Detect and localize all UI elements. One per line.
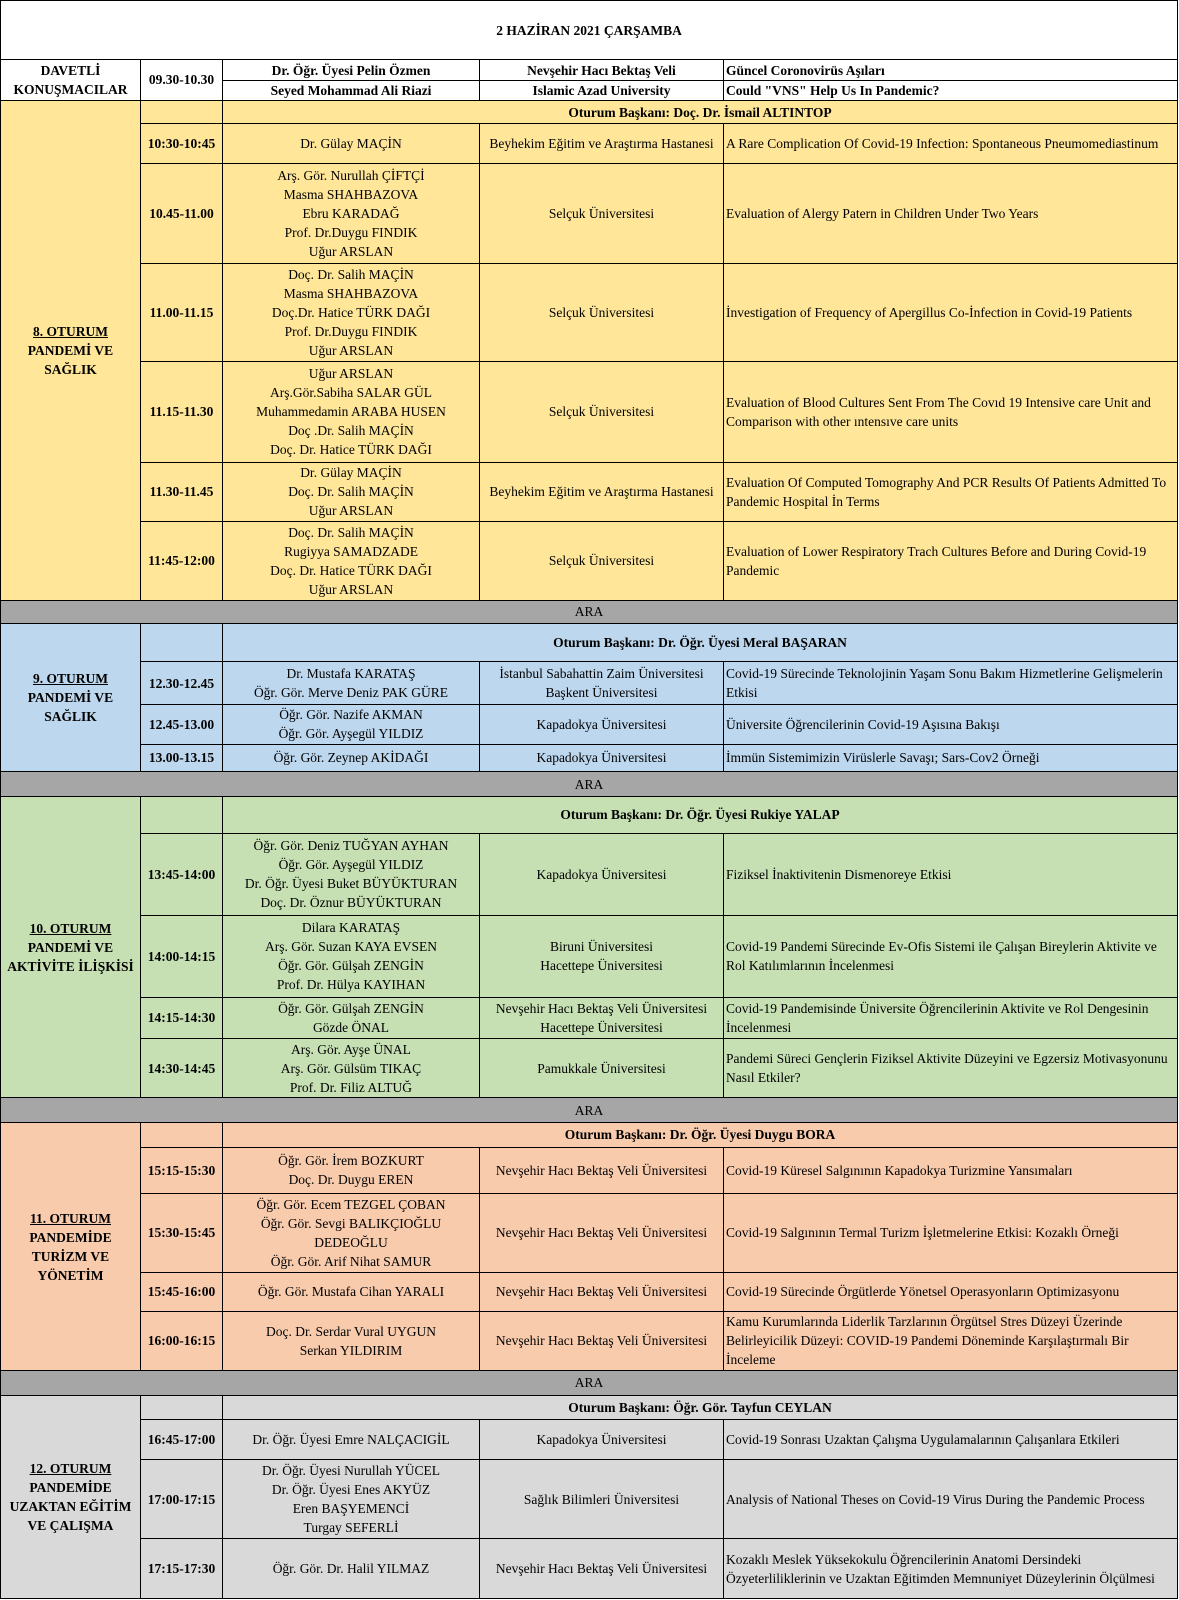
talk-time: 10:30-10:45 <box>141 124 223 164</box>
session-label <box>1 796 141 1098</box>
talk-time: 11.30-11.45 <box>141 462 223 521</box>
talk-row <box>1 164 1178 263</box>
talk-institutions <box>480 662 724 704</box>
speaker-name: Arş. Gör. Gülsüm TIKAÇ <box>280 1060 422 1076</box>
invited-institution: Nevşehir Hacı Bektaş Veli <box>480 60 724 81</box>
speaker-name: Dr. Öğr. Üyesi Nurullah YÜCEL <box>262 1463 440 1479</box>
talk-row <box>1 1193 1178 1272</box>
institution-name: Kapadokya Üniversitesi <box>536 1432 667 1448</box>
talk-speakers <box>223 662 480 704</box>
session-subtitle: YÖNETİM <box>37 1267 104 1283</box>
session-name: 8. OTURUM <box>33 324 108 340</box>
talk-speakers <box>223 997 480 1038</box>
speaker-name: Gözde ÖNAL <box>312 1019 390 1035</box>
talk-topic: Covid-19 Sürecinde Örgütlerde Yönetsel Operasyonların Optimizasyonu <box>724 1272 1178 1311</box>
talk-topic: Evaluation of Alergy Patern in Children Under Two Years <box>724 164 1178 263</box>
chair-row <box>1 1122 1178 1147</box>
session-label <box>1 101 141 600</box>
chair-time-empty <box>141 1122 223 1147</box>
speaker-name: Serkan YILDIRIM <box>299 1342 403 1358</box>
talk-topic: Kamu Kurumlarında Liderlik Tarzlarının Örgütsel Stres Düzeyi Üzerinde Belirleyicilik Düzeyi: COVID-19 Pandemi Döneminde Karşılaştırmalı Bir İnceleme <box>724 1311 1178 1370</box>
speaker-name: Uğur ARSLAN <box>308 243 394 259</box>
speaker-name: Öğr. Gör. Gülşah ZENGİN <box>278 1000 424 1016</box>
session-label <box>1 1395 141 1598</box>
talk-institutions <box>480 164 724 263</box>
session-chair: Oturum Başkanı: Doç. Dr. İsmail ALTINTOP <box>223 101 1178 124</box>
page-title: 2 HAZİRAN 2021 ÇARŞAMBA <box>1 1 1178 60</box>
institution-name: Selçuk Üniversitesi <box>548 205 655 221</box>
talk-time: 12.45-13.00 <box>141 704 223 744</box>
speaker-name: Uğur ARSLAN <box>308 503 394 519</box>
speaker-name: Öğr. Gör. Nazife AKMAN <box>279 707 423 723</box>
session-subtitle: TURİZM VE <box>31 1248 110 1264</box>
speaker-name: Masma SHAHBAZOVA <box>283 285 419 301</box>
speaker-name: Doç .Dr. Salih MAÇİN <box>288 423 414 439</box>
session-label <box>1 1122 141 1370</box>
speaker-name: Öğr. Gör. Dr. Halil YILMAZ <box>272 1561 430 1577</box>
talk-institutions <box>480 833 724 915</box>
talk-time: 17:15-17:30 <box>141 1539 223 1599</box>
talk-topic: Evaluation Of Computed Tomography And PCR Results Of Patients Admitted To Pandemic Hospital İn Terms <box>724 462 1178 521</box>
talk-institutions <box>480 1460 724 1539</box>
break-label: ARA <box>1 1371 1178 1396</box>
invited-institution: Islamic Azad University <box>480 80 724 101</box>
talk-institutions <box>480 1539 724 1599</box>
talk-time: 11.15-11.30 <box>141 361 223 462</box>
speaker-name: Öğr. Gör. Arif Nihat SAMUR <box>270 1253 432 1269</box>
talk-row <box>1 704 1178 744</box>
speaker-name: Prof. Dr. Hülya KAYIHAN <box>276 977 426 993</box>
talk-row <box>1 1311 1178 1370</box>
institution-name: Hacettepe Üniversitesi <box>540 1019 663 1035</box>
talk-topic: Kozaklı Meslek Yüksekokulu Öğrencilerinin Anatomi Dersindeki Özyeterliliklerinin ve Uzaktan Eğitimden Memnuniyet Düzeylerinin Ölçülmesi <box>724 1539 1178 1599</box>
break-row <box>1 1098 1178 1123</box>
talk-speakers <box>223 1311 480 1370</box>
speaker-name: Öğr. Gör. Sevgi BALIKÇIOĞLU <box>260 1215 442 1231</box>
talk-institutions <box>480 1311 724 1370</box>
speaker-name: Turgay SEFERLİ <box>303 1520 399 1536</box>
session-name: 10. OTURUM <box>29 920 112 936</box>
speaker-name: Öğr. Gör. Mustafa Cihan YARALI <box>257 1284 445 1300</box>
talk-topic: Covid-19 Sürecinde Teknolojinin Yaşam Sonu Bakım Hizmetlerine Gelişmelerin Etkisi <box>724 662 1178 704</box>
session-subtitle: UZAKTAN EĞİTİM <box>9 1498 132 1514</box>
talk-speakers <box>223 704 480 744</box>
speaker-name: Öğr. Gör. Zeynep AKİDAĞI <box>273 750 429 766</box>
session-subtitle: AKTİVİTE İLİŞKİSİ <box>7 958 134 974</box>
session-name: 12. OTURUM <box>29 1460 112 1476</box>
talk-topic: Üniversite Öğrencilerinin Covid-19 Aşısına Bakışı <box>724 704 1178 744</box>
talk-topic: Covid-19 Sonrası Uzaktan Çalışma Uygulamalarının Çalışanlara Etkileri <box>724 1420 1178 1460</box>
talk-time: 14:00-14:15 <box>141 915 223 997</box>
session-subtitle: VE ÇALIŞMA <box>27 1517 114 1533</box>
speaker-name: Rugiyya SAMADZADE <box>284 543 418 559</box>
speaker-name: Doç. Dr. Serdar Vural UYGUN <box>266 1323 436 1339</box>
talk-speakers <box>223 521 480 600</box>
speaker-name: Dr. Öğr. Üyesi Enes AKYÜZ <box>271 1482 431 1498</box>
talk-institutions <box>480 1038 724 1097</box>
institution-name: Sağlık Bilimleri Üniversitesi <box>523 1491 680 1507</box>
talk-time: 13:45-14:00 <box>141 833 223 915</box>
talk-speakers <box>223 744 480 772</box>
session-chair: Oturum Başkanı: Dr. Öğr. Üyesi Duygu BORA <box>223 1122 1178 1147</box>
talk-row <box>1 1420 1178 1460</box>
talk-topic: Covid-19 Salgınının Termal Turizm İşletmelerine Etkisi: Kozaklı Örneği <box>724 1193 1178 1272</box>
talk-row <box>1 1539 1178 1599</box>
talk-time: 11.00-11.15 <box>141 263 223 361</box>
talk-institutions <box>480 1420 724 1460</box>
speaker-name: Dr. Mustafa KARATAŞ <box>286 666 416 681</box>
talk-row <box>1 662 1178 704</box>
talk-institutions <box>480 744 724 772</box>
invited-time: 09.30-10.30 <box>141 60 223 101</box>
speaker-name: Muhammedamin ARABA HUSEN <box>256 404 446 420</box>
talk-institutions <box>480 997 724 1038</box>
talk-speakers <box>223 833 480 915</box>
invited-label-line1: DAVETLİ <box>40 63 101 79</box>
talk-speakers <box>223 1193 480 1272</box>
talk-time: 12.30-12.45 <box>141 662 223 704</box>
speaker-name: Uğur ARSLAN <box>308 581 394 597</box>
institution-name: Selçuk Üniversitesi <box>548 404 655 420</box>
speaker-name: Arş. Gör. Ayşe ÜNAL <box>291 1041 411 1057</box>
talk-row <box>1 361 1178 462</box>
break-row <box>1 600 1178 623</box>
institution-name: Nevşehir Hacı Bektaş Veli Üniversitesi <box>495 1225 708 1241</box>
institution-name: Beyhekim Eğitim ve Araştırma Hastanesi <box>489 136 714 152</box>
institution-name: Başkent Üniversitesi <box>545 685 658 700</box>
speaker-name: Doç. Dr. Hatice TÜRK DAĞI <box>270 442 432 458</box>
talk-time: 15:15-15:30 <box>141 1147 223 1193</box>
speaker-name: Öğr. Gör. Gülşah ZENGİN <box>278 958 424 974</box>
talk-row <box>1 997 1178 1038</box>
talk-speakers <box>223 1460 480 1539</box>
speaker-name: Masma SHAHBAZOVA <box>283 186 419 202</box>
institution-name: Kapadokya Üniversitesi <box>536 866 667 882</box>
talk-institutions <box>480 263 724 361</box>
speaker-name: DEDEOĞLU <box>314 1234 388 1250</box>
speaker-name: Öğr. Gör. Ecem TEZGEL ÇOBAN <box>256 1196 446 1212</box>
session-label <box>1 623 141 772</box>
chair-row <box>1 796 1178 833</box>
speaker-name: Dr. Gülay MAÇİN <box>300 465 402 481</box>
talk-topic: Covid-19 Küresel Salgınının Kapadokya Turizmine Yansımaları <box>724 1147 1178 1193</box>
talk-institutions <box>480 462 724 521</box>
talk-time: 14:15-14:30 <box>141 997 223 1038</box>
talk-speakers <box>223 361 480 462</box>
speaker-name: Ebru KARADAĞ <box>302 205 400 221</box>
session-chair: Oturum Başkanı: Dr. Öğr. Üyesi Meral BAŞARAN <box>223 623 1178 662</box>
talk-topic: Evaluation of Lower Respiratory Trach Cultures Before and During Covid-19 Pandemic <box>724 521 1178 600</box>
talk-topic: İmmün Sistemimizin Virüslerle Savaşı; Sars-Cov2 Örneği <box>724 744 1178 772</box>
invited-row-1 <box>1 60 1178 81</box>
talk-time: 15:45-16:00 <box>141 1272 223 1311</box>
talk-row <box>1 1272 1178 1311</box>
session-name: 9. OTURUM <box>33 670 108 686</box>
talk-speakers <box>223 1420 480 1460</box>
talk-speakers <box>223 915 480 997</box>
talk-time: 14:30-14:45 <box>141 1038 223 1097</box>
session-subtitle: PANDEMİ VE <box>27 343 114 359</box>
talk-row <box>1 521 1178 600</box>
talk-topic: Fiziksel İnaktivitenin Dismenoreye Etkisi <box>724 833 1178 915</box>
talk-time: 16:00-16:15 <box>141 1311 223 1370</box>
talk-institutions <box>480 1272 724 1311</box>
speaker-name: Arş. Gör. Nurullah ÇİFTÇİ <box>277 167 425 183</box>
talk-topic: Covid-19 Pandemi Sürecinde Ev-Ofis Sistemi ile Çalışan Bireylerin Aktivite ve Rol Katılımlarının İncelenmesi <box>724 915 1178 997</box>
talk-institutions <box>480 361 724 462</box>
invited-label <box>1 60 141 101</box>
break-label: ARA <box>1 600 1178 623</box>
talk-speakers <box>223 164 480 263</box>
session-subtitle: SAĞLIK <box>44 362 97 378</box>
talk-topic: İnvestigation of Frequency of Apergillus Co-İnfection in Covid-19 Patients <box>724 263 1178 361</box>
talk-speakers <box>223 1038 480 1097</box>
institution-name: Pamukkale Üniversitesi <box>537 1060 666 1076</box>
institution-name: Nevşehir Hacı Bektaş Veli Üniversitesi <box>495 1333 708 1349</box>
speaker-name: Arş.Gör.Sabiha SALAR GÜL <box>270 385 432 401</box>
talk-institutions <box>480 1147 724 1193</box>
speaker-name: Öğr. Gör. İrem BOZKURT <box>278 1153 424 1169</box>
session-name: 11. OTURUM <box>30 1210 111 1226</box>
speaker-name: Uğur ARSLAN <box>308 342 394 358</box>
talk-topic: A Rare Complication Of Covid-19 Infection: Spontaneous Pneumomediastinum <box>724 124 1178 164</box>
talk-topic: Covid-19 Pandemisinde Üniversite Öğrencilerinin Aktivite ve Rol Dengesinin İncelenmesi <box>724 997 1178 1038</box>
chair-time-empty <box>141 623 223 662</box>
speaker-name: Prof. Dr. Filiz ALTUĞ <box>289 1079 413 1095</box>
speaker-name: Öğr. Gör. Deniz TUĞYAN AYHAN <box>253 838 449 854</box>
talk-institutions <box>480 124 724 164</box>
speaker-name: Dilara KARATAŞ <box>301 920 401 936</box>
break-row <box>1 772 1178 797</box>
institution-name: Kapadokya Üniversitesi <box>536 716 667 732</box>
speaker-name: Doç. Dr. Hatice TÜRK DAĞI <box>270 562 432 578</box>
session-subtitle: PANDEMİ VE <box>27 689 114 705</box>
break-label: ARA <box>1 1098 1178 1123</box>
speaker-name: Dr. Öğr. Üyesi Emre NALÇACIGİL <box>252 1432 450 1448</box>
speaker-name: Prof. Dr.Duygu FINDIK <box>284 323 418 339</box>
session-subtitle: SAĞLIK <box>44 708 97 724</box>
institution-name: Nevşehir Hacı Bektaş Veli Üniversitesi <box>495 1284 708 1300</box>
speaker-name: Öğr. Gör. Ayşegül YILDIZ <box>278 857 424 873</box>
talk-time: 13.00-13.15 <box>141 744 223 772</box>
talk-speakers <box>223 1272 480 1311</box>
speaker-name: Doç. Dr. Öznur BÜYÜKTURAN <box>260 895 442 911</box>
institution-name: Nevşehir Hacı Bektaş Veli Üniversitesi <box>495 1561 708 1577</box>
talk-row <box>1 1460 1178 1539</box>
session-subtitle: PANDEMİDE <box>29 1479 112 1495</box>
chair-row <box>1 101 1178 124</box>
chair-time-empty <box>141 1395 223 1420</box>
institution-name: Kapadokya Üniversitesi <box>536 750 667 766</box>
speaker-name: Arş. Gör. Suzan KAYA EVSEN <box>264 939 437 955</box>
session-chair: Oturum Başkanı: Dr. Öğr. Üyesi Rukiye YALAP <box>223 796 1178 833</box>
talk-time: 10.45-11.00 <box>141 164 223 263</box>
talk-speakers <box>223 462 480 521</box>
break-label: ARA <box>1 772 1178 797</box>
talk-row <box>1 833 1178 915</box>
talk-row <box>1 263 1178 361</box>
talk-row <box>1 915 1178 997</box>
institution-name: Selçuk Üniversitesi <box>548 553 655 569</box>
session-chair: Oturum Başkanı: Öğr. Gör. Tayfun CEYLAN <box>223 1395 1178 1420</box>
talk-topic: Analysis of National Theses on Covid-19 Virus During the Pandemic Process <box>724 1460 1178 1539</box>
talk-speakers <box>223 1147 480 1193</box>
session-subtitle: PANDEMİDE <box>29 1229 112 1245</box>
chair-row <box>1 1395 1178 1420</box>
institution-name: Nevşehir Hacı Bektaş Veli Üniversitesi <box>495 1162 708 1178</box>
invited-label-line2: KONUŞMACILAR <box>13 82 128 98</box>
chair-time-empty <box>141 101 223 124</box>
speaker-name: Öğr. Gör. Ayşegül YILDIZ <box>278 726 424 742</box>
speaker-name: Doç. Dr. Salih MAÇİN <box>288 266 414 282</box>
break-row <box>1 1371 1178 1396</box>
invited-topic: Could "VNS" Help Us In Pandemic? <box>724 80 1178 101</box>
invited-speaker: Seyed Mohammad Ali Riazi <box>223 80 480 101</box>
speaker-name: Eren BAŞYEMENCİ <box>292 1501 410 1517</box>
speaker-name: Dr. Öğr. Üyesi Buket BÜYÜKTURAN <box>244 876 458 892</box>
speaker-name: Dr. Gülay MAÇİN <box>300 136 402 152</box>
chair-row <box>1 623 1178 662</box>
institution-name: Selçuk Üniversitesi <box>548 304 655 320</box>
talk-time: 11:45-12:00 <box>141 521 223 600</box>
invited-topic: Güncel Coronovirüs Aşıları <box>724 60 1178 81</box>
talk-time: 17:00-17:15 <box>141 1460 223 1539</box>
talk-institutions <box>480 521 724 600</box>
speaker-name: Doç. Dr. Salih MAÇİN <box>288 524 414 540</box>
talk-row <box>1 462 1178 521</box>
talk-topic: Evaluation of Blood Cultures Sent From The Covıd 19 Intensive care Unit and Comparison with other ıntensıve care units <box>724 361 1178 462</box>
speaker-name: Doç.Dr. Hatice TÜRK DAĞI <box>271 304 431 320</box>
speaker-name: Uğur ARSLAN <box>308 366 394 382</box>
talk-speakers <box>223 1539 480 1599</box>
talk-row <box>1 1038 1178 1097</box>
institution-name: Nevşehir Hacı Bektaş Veli Üniversitesi <box>495 1000 708 1016</box>
talk-row <box>1 124 1178 164</box>
talk-institutions <box>480 915 724 997</box>
title-row <box>1 1 1178 60</box>
chair-time-empty <box>141 796 223 833</box>
speaker-name: Öğr. Gör. Merve Deniz PAK GÜRE <box>253 685 449 700</box>
session-subtitle: PANDEMİ VE <box>27 939 114 955</box>
institution-name: Beyhekim Eğitim ve Araştırma Hastanesi <box>489 484 714 500</box>
talk-row <box>1 1147 1178 1193</box>
speaker-name: Prof. Dr.Duygu FINDIK <box>284 224 418 240</box>
talk-institutions <box>480 704 724 744</box>
talk-speakers <box>223 263 480 361</box>
speaker-name: Doç. Dr. Duygu EREN <box>288 1172 414 1188</box>
institution-name: Biruni Üniversitesi <box>549 939 654 955</box>
talk-institutions <box>480 1193 724 1272</box>
talk-row <box>1 744 1178 772</box>
talk-topic: Pandemi Süreci Gençlerin Fiziksel Aktivite Düzeyini ve Egzersiz Motivasyonunu Nasıl Etkiler? <box>724 1038 1178 1097</box>
talk-speakers <box>223 124 480 164</box>
speaker-name: Doç. Dr. Salih MAÇİN <box>288 484 414 500</box>
invited-speaker: Dr. Öğr. Üyesi Pelin Özmen <box>223 60 480 81</box>
institution-name: İstanbul Sabahattin Zaim Üniversitesi <box>499 666 704 681</box>
institution-name: Hacettepe Üniversitesi <box>540 958 663 974</box>
talk-time: 15:30-15:45 <box>141 1193 223 1272</box>
talk-time: 16:45-17:00 <box>141 1420 223 1460</box>
